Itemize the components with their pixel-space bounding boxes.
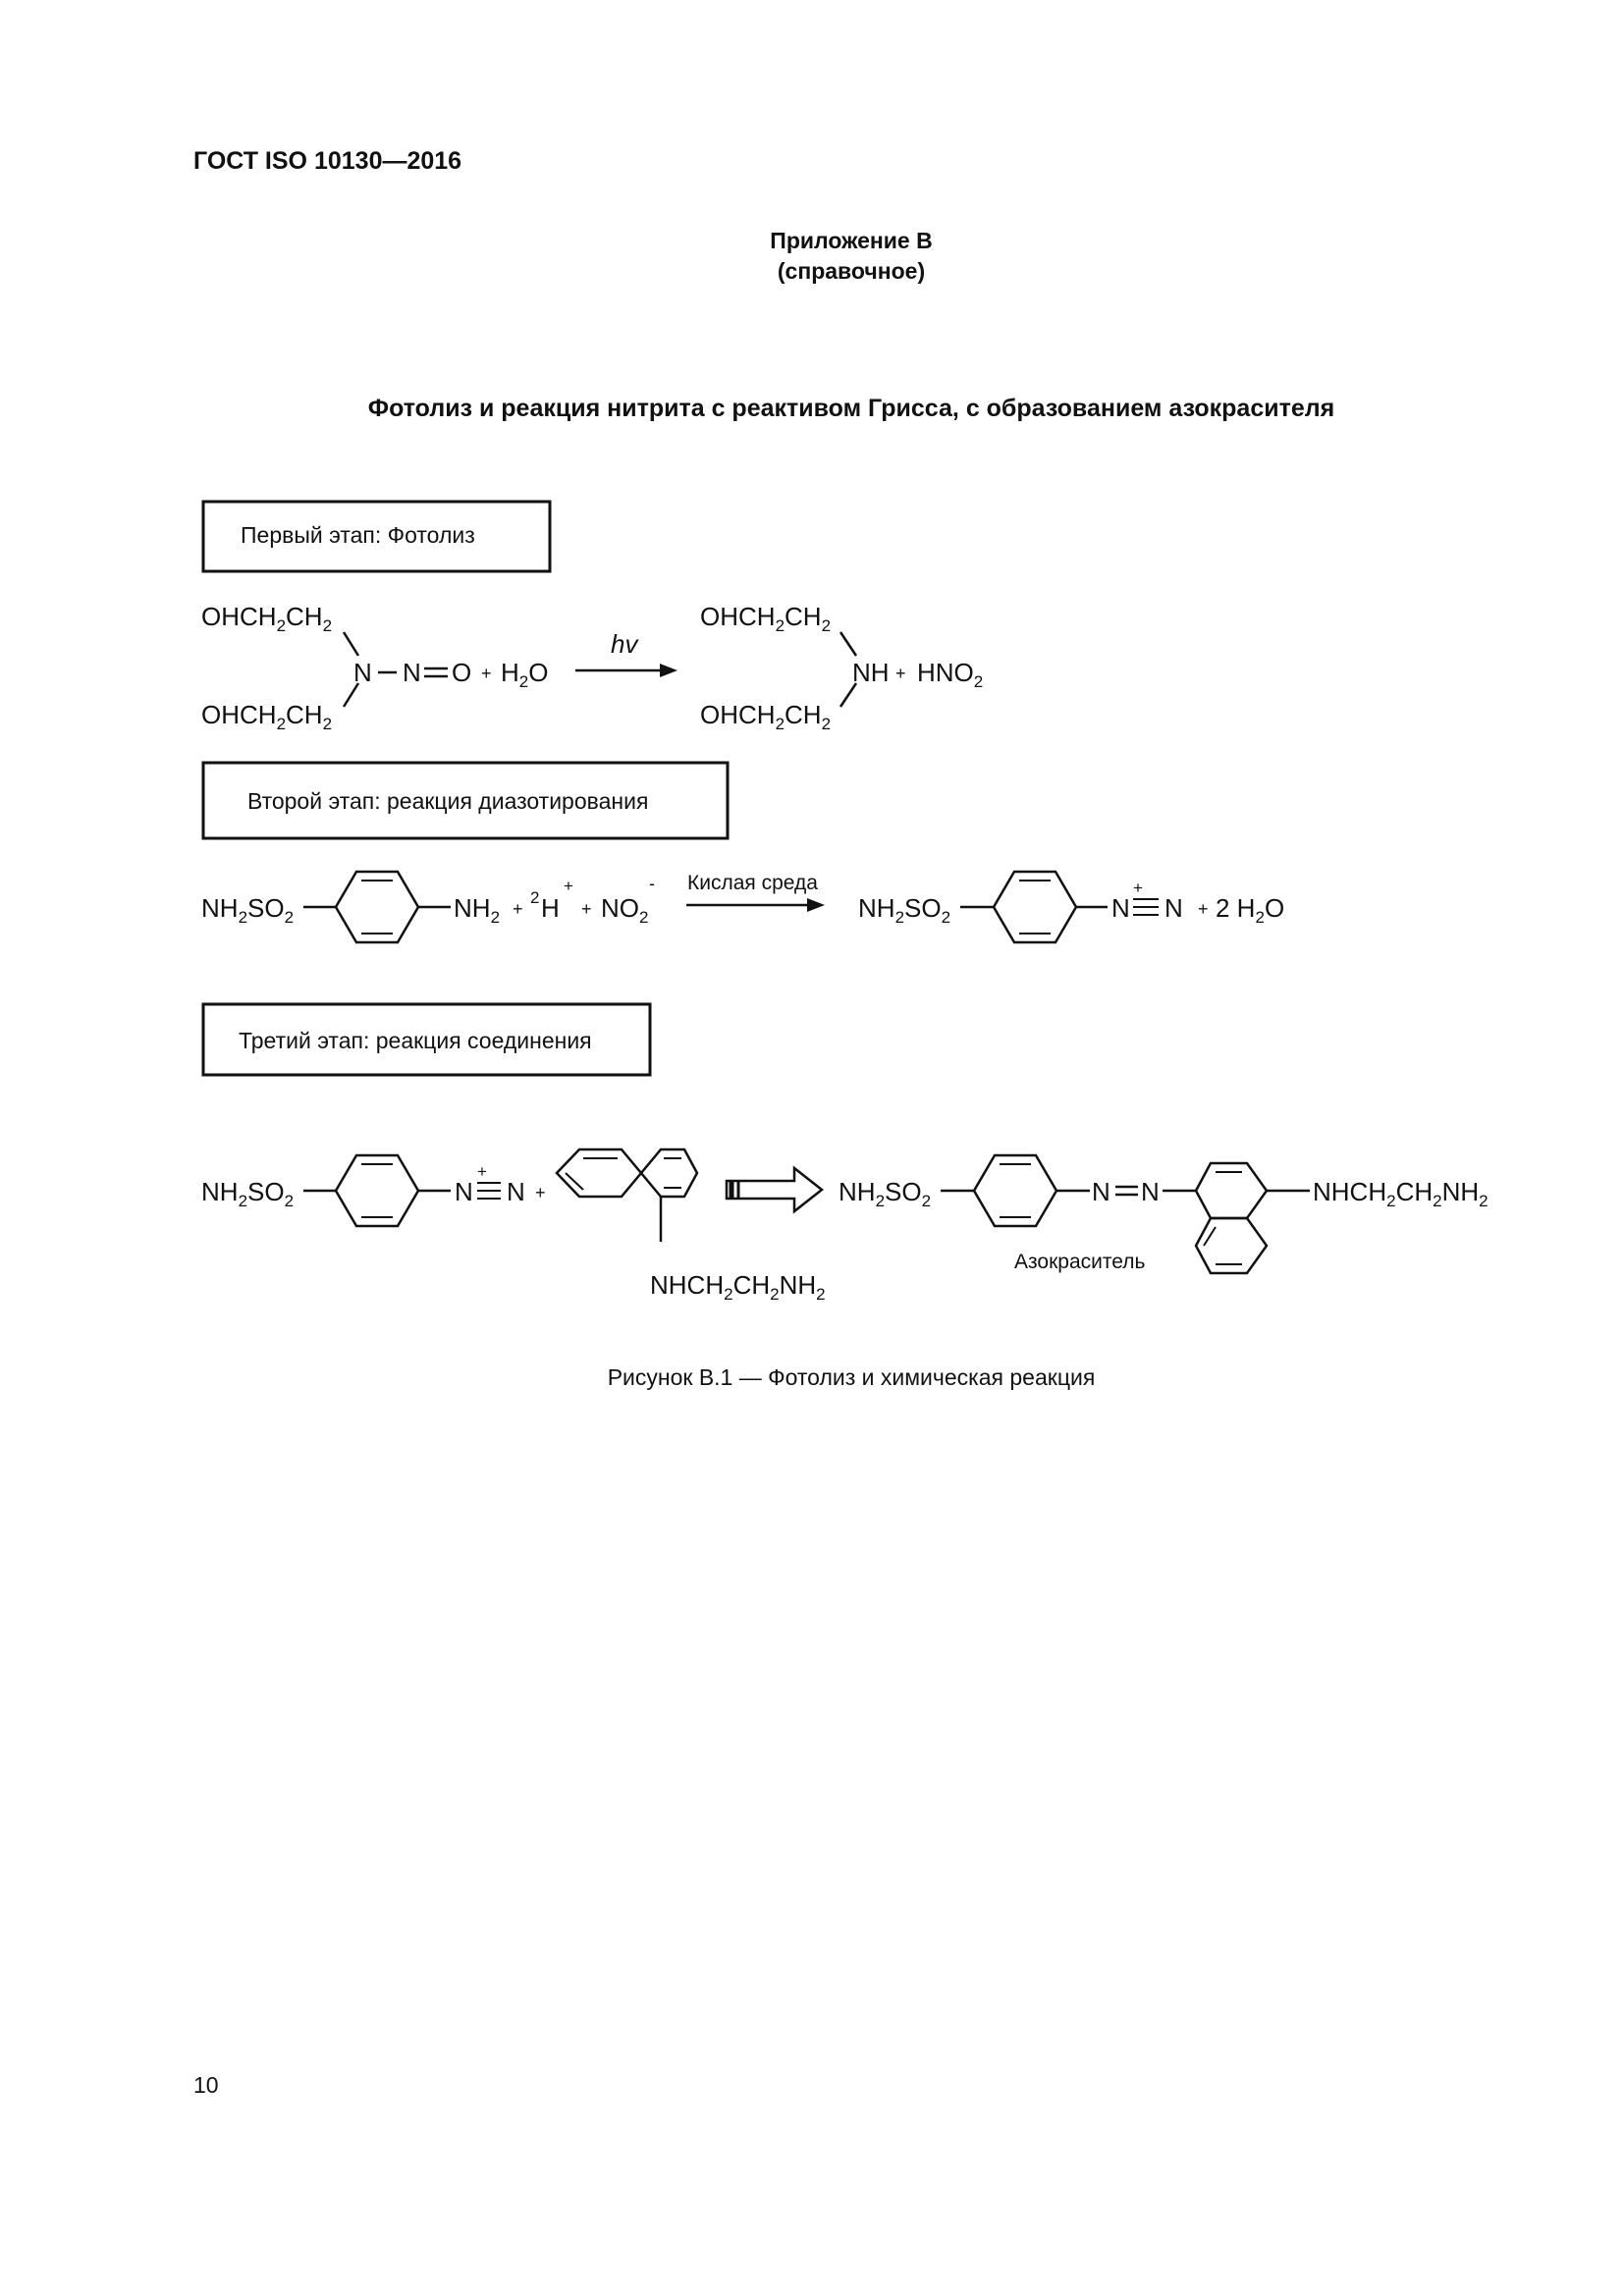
- azo-dye-product: [839, 1155, 1489, 1273]
- sulfanilamide-diazotization-reactants: [201, 872, 655, 942]
- svg-text:-: -: [649, 874, 655, 893]
- appendix-title: Приложение В: [770, 228, 933, 253]
- stage2-label: Второй этап: реакция диазотирования: [247, 788, 649, 814]
- appendix-note: (справочное): [777, 258, 926, 284]
- stage1-label: Первый этап: Фотолиз: [241, 522, 475, 548]
- svg-text:O: O: [452, 658, 472, 687]
- svg-text:OHCH2CH2: $OHCH_2CH_2$: [201, 700, 333, 733]
- svg-text:NH2SO2: $NH_2SO_2$: [839, 1177, 932, 1210]
- svg-text:NH: NH: [852, 658, 890, 687]
- svg-text:NH2: $NH_2$: [454, 893, 501, 927]
- svg-text:H: H: [541, 893, 560, 923]
- svg-text:NO2: $NO_2$: [601, 893, 649, 927]
- svg-text:+: +: [1198, 899, 1209, 919]
- svg-text:N: N: [1141, 1177, 1160, 1206]
- svg-text:N: N: [507, 1177, 525, 1206]
- svg-text:OHCH2CH2: $OHCH_2CH_2$: [700, 700, 832, 733]
- svg-text:N: N: [1092, 1177, 1110, 1206]
- svg-text:2: 2: [530, 888, 540, 907]
- svg-text:+: +: [477, 1162, 487, 1181]
- svg-text:N: N: [455, 1177, 473, 1206]
- naphthylethylenediamine-reactant: [557, 1149, 826, 1304]
- section-title: Фотолиз и реакция нитрита с реактивом Грисса, с образованием азокрасителя: [367, 395, 1335, 422]
- svg-text:+: +: [535, 1183, 546, 1202]
- figure-caption: Рисунок В.1 — Фотолиз и химическая реакция: [607, 1364, 1096, 1390]
- diethanolamine-products: [700, 602, 983, 733]
- svg-text:+: +: [581, 899, 592, 919]
- stage3-label: Третий этап: реакция соединения: [239, 1028, 592, 1053]
- svg-text:+: +: [564, 877, 573, 895]
- svg-text:N: N: [1111, 893, 1130, 923]
- diazotization-arrow: [686, 898, 825, 912]
- page-number: 10: [193, 2072, 219, 2098]
- svg-text:N: N: [403, 658, 421, 687]
- svg-text:HNO2: $HNO_2$: [917, 658, 984, 691]
- svg-text:NH2SO2: $NH_2SO_2$: [201, 893, 295, 927]
- svg-text:NHCH2CH2NH2: $NHCH_2CH_2NH_2$: [1313, 1177, 1489, 1210]
- svg-text:OHCH2CH2: $OHCH_2CH_2$: [700, 602, 832, 635]
- svg-text:+: +: [481, 664, 492, 683]
- azo-dye-label: Азокраситель: [1014, 1251, 1146, 1273]
- svg-text:+: +: [1133, 879, 1143, 897]
- nitrosamine-structure: [201, 602, 548, 733]
- document-header: ГОСТ ISO 10130—2016: [193, 147, 462, 175]
- diazonium-product: [858, 872, 1284, 942]
- diazonium-reactant: [201, 1155, 546, 1226]
- coupling-arrow: [727, 1168, 822, 1211]
- svg-text:+: +: [513, 899, 523, 919]
- svg-text:OHCH2CH2: $OHCH_2CH_2$: [201, 602, 333, 635]
- acid-medium-label: Кислая среда: [687, 872, 818, 894]
- svg-text:N: N: [353, 658, 372, 687]
- svg-text:NH2SO2: $NH_2SO_2$: [201, 1177, 295, 1210]
- svg-text:+: +: [895, 664, 906, 683]
- svg-text:2 H2O: 2 $H_2O$: [1216, 893, 1285, 927]
- svg-text:NHCH2CH2NH2: $NHCH_2CH_2NH_2$: [650, 1270, 826, 1304]
- svg-text:NH2SO2: $NH_2SO_2$: [858, 893, 951, 927]
- photolysis-arrow: [575, 664, 677, 677]
- svg-text:H2O: $H_2O$: [501, 658, 549, 691]
- hv-label: hv: [611, 629, 638, 659]
- svg-text:N: N: [1164, 893, 1183, 923]
